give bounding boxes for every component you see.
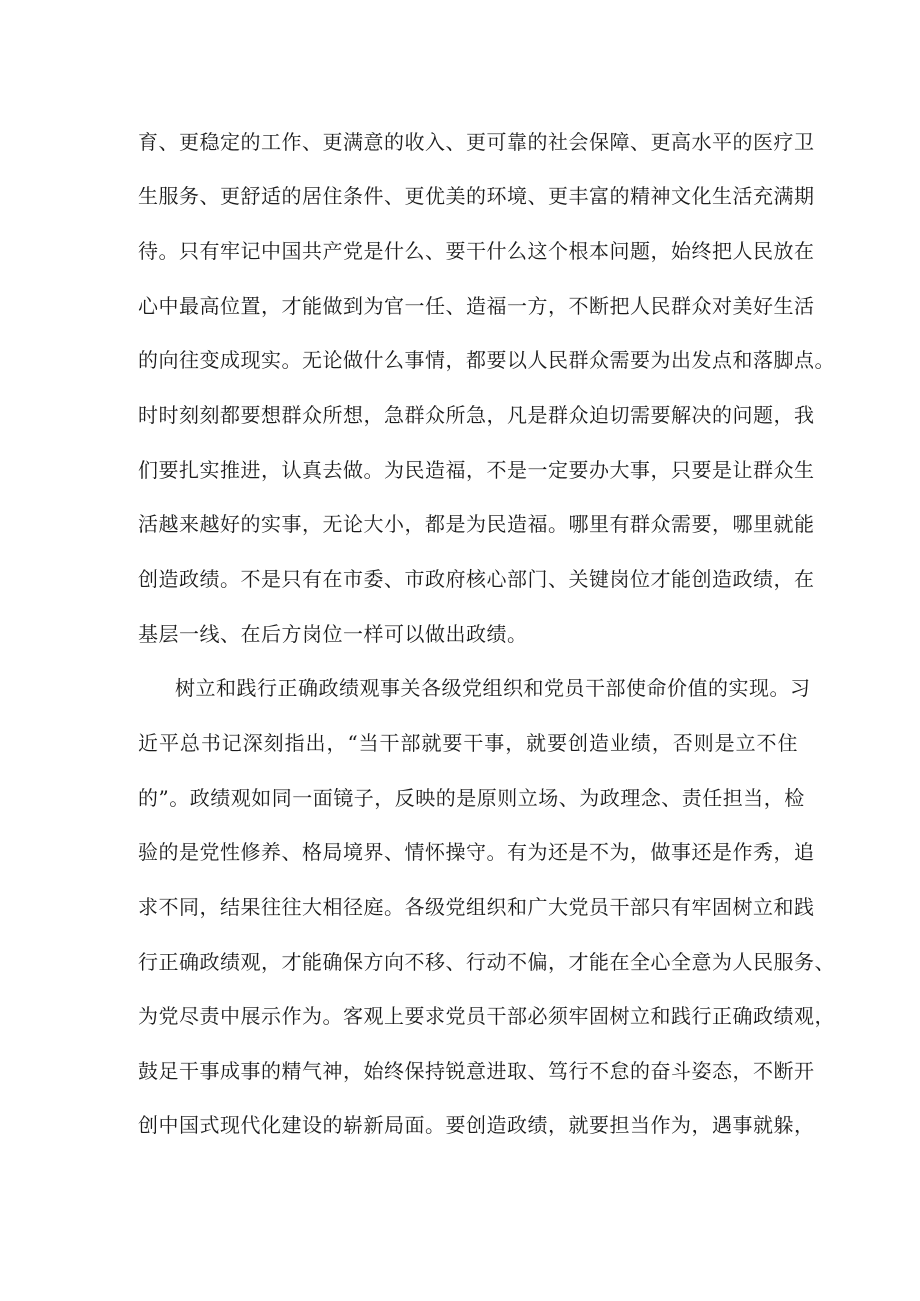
text-line: 的”。政绩观如同一面镜子，反映的是原则立场、为政理念、责任担当，检 (138, 786, 805, 810)
text-line: 时时刻刻都要想群众所想，急群众所急，凡是群众迫切需要解决的问题，我 (138, 403, 815, 427)
text-line: 育、更稳定的工作、更满意的收入、更可靠的社会保障、更高水平的医疗卫 (138, 130, 815, 154)
text-line: 心中最高位置，才能做到为官一任、造福一方，不断把人民群众对美好生活 (138, 294, 815, 318)
text-line: 待。只有牢记中国共产党是什么、要干什么这个根本问题，始终把人民放在 (138, 239, 815, 263)
text-line: 验的是党性修养、格局境界、情怀操守。有为还是不为，做事还是作秀，追 (138, 840, 815, 864)
text-line: 们要扎实推进，认真去做。为民造福，不是一定要办大事，只要是让群众生 (138, 458, 815, 482)
text-line: 生服务、更舒适的居住条件、更优美的环境、更丰富的精神文化生活充满期 (138, 184, 815, 208)
text-line: 近平总书记深刻指出，“当干部就要干事，就要创造业绩，否则是立不住 (138, 731, 798, 755)
text-line: 活越来越好的实事，无论大小，都是为民造福。哪里有群众需要，哪里就能 (138, 512, 815, 536)
text-line: 创中国式现代化建设的崭新局面。要创造政绩，就要担当作为，遇事就躲， (138, 1113, 815, 1137)
text-line: 树立和践行正确政绩观事关各级党组织和党员干部使命价值的实现。习 (175, 676, 811, 700)
text-line: 创造政绩。不是只有在市委、市政府核心部门、关键岗位才能创造政绩，在 (138, 567, 815, 591)
text-line: 行正确政绩观，才能确保方向不移、行动不偏，才能在全心全意为人民服务、 (138, 950, 835, 974)
text-line: 求不同，结果往往大相径庭。各级党组织和广大党员干部只有牢固树立和践 (138, 895, 815, 919)
text-line: 为党尽责中展示作为。客观上要求党员干部必须牢固树立和践行正确政绩观， (138, 1004, 835, 1028)
text-line: 基层一线、在后方岗位一样可以做出政绩。 (138, 622, 528, 646)
text-line: 的向往变成现实。无论做什么事情，都要以人民群众需要为出发点和落脚点。 (138, 348, 835, 372)
text-line: 鼓足干事成事的精气神，始终保持锐意进取、笃行不怠的奋斗姿态，不断开 (138, 1059, 815, 1083)
